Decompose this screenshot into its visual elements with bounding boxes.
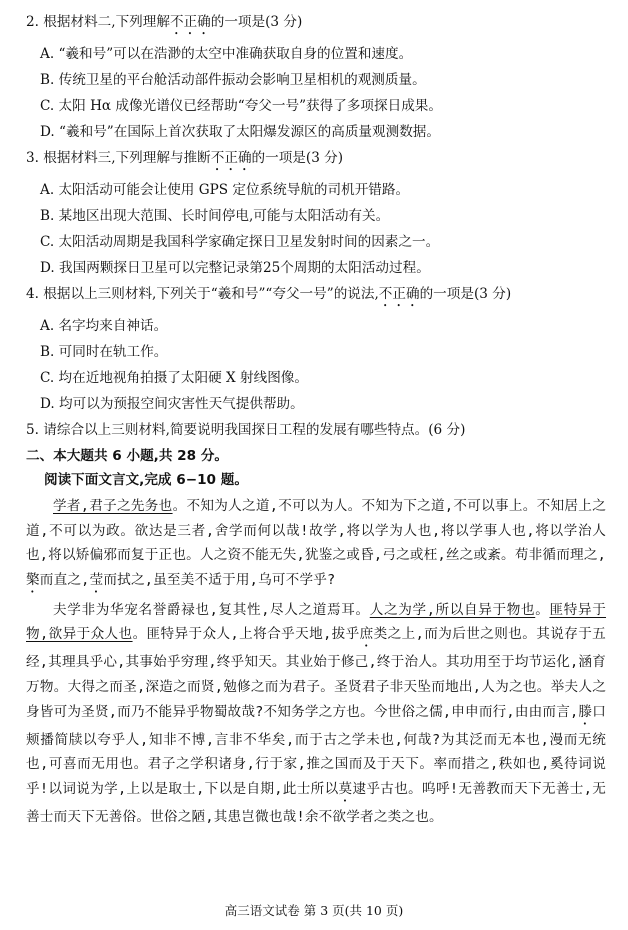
passage-text: 逮乎古也。呜呼!无善教而天下无善士,无善士而天下无善俗。世俗之陋,其患岂微也哉!余不欲学者之类之也。	[26, 780, 607, 825]
page-footer: 高三语文试卷 第 3 页(共 10 页)	[224, 903, 404, 918]
question-2-option-c: C. 太阳 Hα 成像光谱仪已经帮助“夸父一号”获得了多项探日成果。	[40, 98, 442, 114]
passage-text: 。匪特异于众人,上将合乎天地,拔乎	[132, 626, 360, 643]
emphasis-char: 确	[405, 286, 420, 302]
stem-text: 的一项是(3 分)	[251, 150, 344, 166]
question-4-option-c: C. 均在近地视角拍摄了太阳硬 X 射线图像。	[40, 370, 308, 386]
stem-text: 2. 根据材料二,下列理解	[26, 14, 170, 30]
question-2-option-d: D. “羲和号”在国际上首次获取了太阳爆发源区的高质量观测数据。	[40, 124, 440, 140]
underlined-sentence: 人之为学,所以自异于物也	[369, 601, 536, 618]
passage-text: 而拭之,虽至美不适于用,乌可不学乎?	[103, 571, 336, 588]
passage-text: 。不知为人之道,不可以为人。不知为下之道,不可以事上。不知居上之道,不可以为政。欲达是三者,舍学而何以哉!故学,将以学为人也,将以学事人也,将以学治人也,将以矫偏邪而复于正也。人之资不能无失,犹鉴之或昏,弓之或枉,丝之或紊。苟非循而理之,	[26, 498, 606, 564]
passage-text: 口颊播简牍以夸乎人,知非不博,言非不华矣,而于古之学未也,何哉?为其泛而无本也,漫而无统也,可喜而无用也。君子之学积诸身,行于家,推之国而及于天下。率而措之,秩如也,奚待词说乎!以词说为学,上以是取士,下以是自期,此士所以	[26, 703, 606, 797]
passage-paragraph-1	[26, 494, 606, 596]
underlined-sentence: 学者,君子之先务也	[53, 498, 173, 514]
question-5-stem: 5. 请综合以上三则材料,简要说明我国探日工程的发展有哪些特点。(6 分)	[26, 422, 466, 438]
section-2-instruction: 阅读下面文言文,完成 6−10 题。	[44, 472, 248, 488]
question-2-stem	[26, 12, 606, 38]
stem-text: 的一项是(3 分)	[419, 286, 512, 302]
emphasis-char: 不	[378, 286, 393, 302]
emphasis-char: 确	[237, 150, 252, 166]
emphasis-char: 正	[183, 14, 198, 30]
emphasis-char: 不	[210, 150, 225, 166]
question-3-option-d: D. 我国两颗探日卫星可以完整记录第25个周期的太阳活动过程。	[40, 260, 430, 276]
emphasis-char: 不	[169, 14, 184, 30]
question-3-option-c: C. 太阳活动周期是我国科学家确定探日卫星发射时间的因素之一。	[40, 234, 440, 250]
underlined-sentence: 匪特异于物,欲异于众人也	[26, 601, 607, 643]
passage-text: 夫学非为华宠名誉爵禄也,复其性,尽人之道焉耳。	[53, 601, 370, 618]
stem-text: 3. 根据材料三,下列理解与推断	[26, 150, 211, 166]
emphasis-char: 莹	[89, 571, 104, 588]
question-4-stem	[26, 284, 606, 310]
emphasis-char: 庶	[359, 626, 374, 643]
question-3-option-a: A. 太阳活动可能会让使用 GPS 定位系统导航的司机开错路。	[40, 182, 410, 198]
emphasis-char: 莫	[338, 780, 353, 797]
passage-text: 。	[535, 601, 550, 618]
section-2-title: 二、本大题共 6 小题,共 28 分。	[26, 448, 229, 464]
passage-paragraph-2	[26, 598, 606, 830]
question-4-option-b: B. 可同时在轨工作。	[40, 344, 168, 360]
stem-text: 4. 根据以上三则材料,下列关于“羲和号”“夸父一号”的说法,	[26, 286, 379, 302]
question-4-option-a: A. 名字均来自神话。	[40, 318, 168, 334]
passage-text: 而直之,	[39, 571, 90, 588]
emphasis-char: 滕	[578, 703, 593, 720]
emphasis-char: 檠	[26, 571, 40, 588]
question-3-stem	[26, 148, 606, 174]
question-3-option-b: B. 某地区出现大范围、长时间停电,可能与太阳活动有关。	[40, 208, 390, 224]
emphasis-char: 确	[197, 14, 211, 30]
emphasis-char: 正	[224, 150, 238, 166]
question-2-option-a: A. “羲和号”可以在浩渺的太空中准确获取自身的位置和速度。	[40, 46, 413, 62]
emphasis-char: 正	[392, 286, 406, 302]
question-2-option-b: B. 传统卫星的平台舱活动部件振动会影响卫星相机的观测质量。	[40, 72, 426, 88]
stem-text: 的一项是(3 分)	[210, 14, 303, 30]
question-4-option-d: D. 均可以为预报空间灾害性天气提供帮助。	[40, 396, 304, 412]
passage-text: 类之上,而为后世之则也。其说存于五经,其理具乎心,其事始乎穷理,终乎知天。其业始于修己,终于治人。其功用至于均节运化,涵育万物。大得之而圣,深造之而贤,勉修之而为君子。圣贤君子非天坠而地出,人为之也。举夫人之身皆可为圣贤,而乃不能异乎物蜀故哉?不知务学之方也。今世俗之儒,申申而行,由由而言,	[26, 626, 606, 720]
